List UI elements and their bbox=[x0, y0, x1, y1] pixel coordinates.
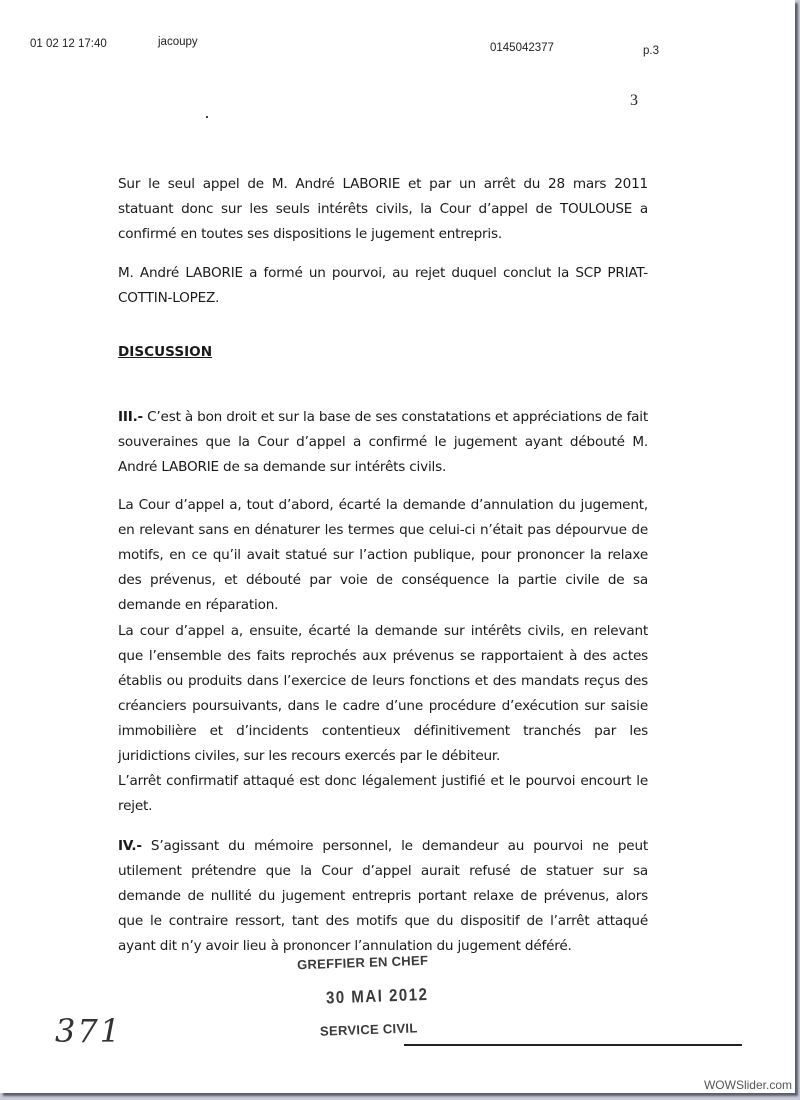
watermark: WOWSlider.com bbox=[703, 1078, 792, 1092]
page-number: 3 bbox=[630, 92, 638, 109]
fax-phone: 0145042377 bbox=[490, 42, 554, 54]
scan-speck bbox=[206, 116, 208, 118]
signature-line bbox=[404, 1044, 742, 1046]
fax-sender: jacoupy bbox=[158, 36, 198, 48]
section-heading: DISCUSSION bbox=[118, 344, 213, 360]
paragraph-number: III.- bbox=[118, 409, 143, 425]
handwritten-number: 371 bbox=[55, 1012, 123, 1050]
discussion-paragraph-conclusion: L’arrêt confirmatif attaqué est donc légalement justifié et le pourvoi encourt le rejet. bbox=[118, 773, 648, 814]
discussion-paragraph-4: IV.- S’agissant du mémoire personnel, le demandeur au pourvoi ne peut utilement prétendre que la Cour d’appel aurait refusé de statuer sur sa demande de nullité du jugement entrepris portant relaxe de prévenus, alors que le contraire ressort, tant des motifs que du dispositif de l’arrêt attaqué ayant dit n’y avoir lieu à prononcer l’annulation du jugement déféré. bbox=[118, 838, 648, 954]
stamp-date: 30 MAI 2012 bbox=[325, 984, 429, 1009]
stamp-greffier: GREFFIER EN CHEF bbox=[296, 952, 429, 973]
paragraph-number: IV.- bbox=[118, 838, 142, 854]
intro-paragraph-1: Sur le seul appel de M. André LABORIE et par un arrêt du 28 mars 2011 statuant donc sur les seuls intérêts civils, la Cour d’appel de TOULOUSE a confirmé en toutes ses dispositions le jugement entrepris. bbox=[118, 176, 648, 242]
stamp-service: SERVICE CIVIL bbox=[319, 1020, 418, 1039]
intro-paragraph-2: M. André LABORIE a formé un pourvoi, au rejet duquel conclut la SCP PRIAT-COTTIN-LOPEZ. bbox=[118, 265, 648, 306]
discussion-paragraph-interets: La cour d’appel a, ensuite, écarté la demande sur intérêts civils, en relevant que l’ensemble des faits reprochés aux prévenus se rapportaient à des actes établis ou produits dans l’exercice de leurs fonctions et des mandats reçus des créanciers poursuivants, dans le cadre d’une procédure d’exécution sur saisie immobilière et d’incidents contentieux définitivement tranchés par les juridictions civiles, sur les recours exercés par le débiteur. bbox=[118, 623, 648, 764]
discussion-paragraph-annulation: La Cour d’appel a, tout d’abord, écarté la demande d’annulation du jugement, en relevant sans en dénaturer les termes que celui-ci n’était pas dépourvue de motifs, en ce qu’il avait statué sur l’action publique, pour prononcer la relaxe des prévenus, et débouté par voie de conséquence la partie civile de sa demande en réparation. bbox=[118, 497, 648, 613]
fax-page: p.3 bbox=[643, 45, 659, 57]
discussion-paragraph-3: III.- C’est à bon droit et sur la base de ses constatations et appréciations de fait souveraines que la Cour d’appel a confirmé le jugement ayant débouté M. André LABORIE de sa demande sur intérêts civils. bbox=[118, 409, 648, 475]
fax-datetime: 01 02 12 17:40 bbox=[30, 38, 107, 50]
